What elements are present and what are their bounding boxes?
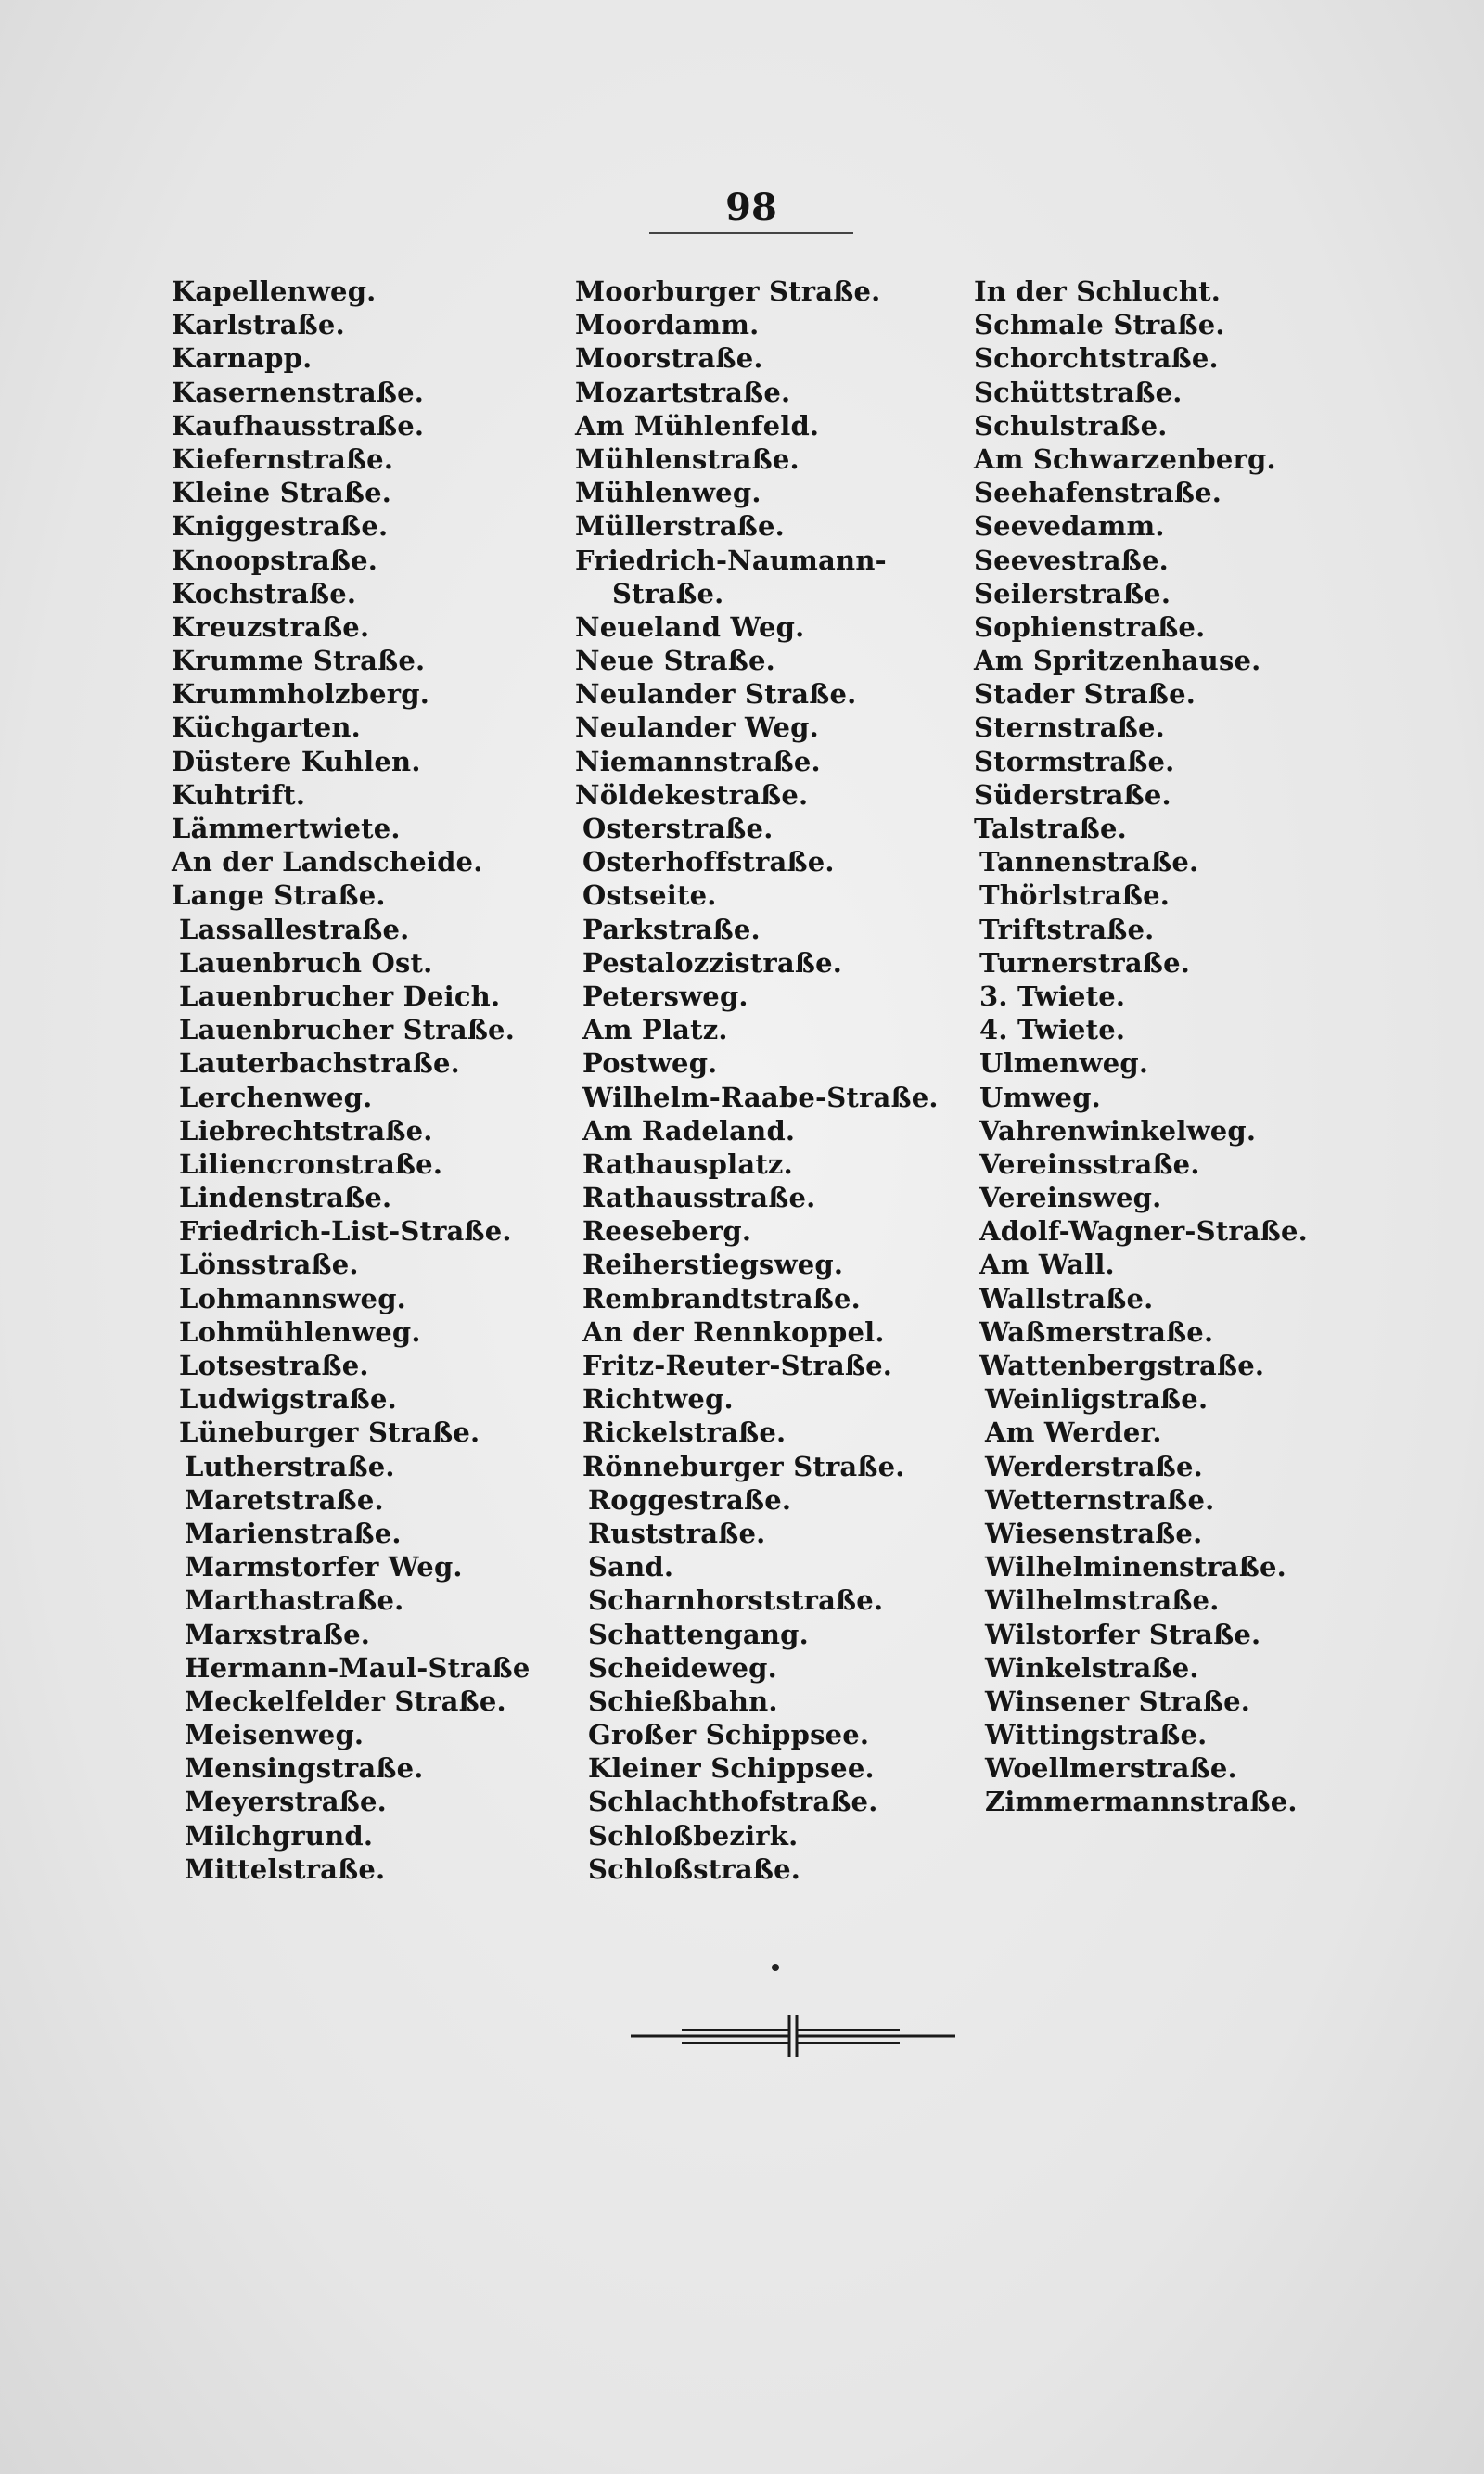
street-entry: An der Landscheide. <box>172 846 483 878</box>
street-entry: Winkelstraße. <box>985 1651 1199 1684</box>
street-entry: Stader Straße. <box>974 678 1196 711</box>
street-entry: Ulmenweg. <box>979 1047 1149 1080</box>
street-entry: Ruststraße. <box>588 1517 766 1549</box>
street-entry: Parkstraße. <box>582 913 761 945</box>
street-entry: Fritz-Reuter-Straße. <box>582 1350 893 1381</box>
street-entry: 4. Twiete. <box>979 1014 1126 1046</box>
street-entry: Lotsestraße. <box>179 1350 369 1381</box>
street-entry: Liebrechtstraße. <box>179 1114 433 1147</box>
street-entry: Lauenbrucher Straße. <box>179 1014 515 1046</box>
street-entry: Wallstraße. <box>979 1282 1154 1314</box>
street-entry: Am Werder. <box>985 1416 1162 1449</box>
street-entry: Schießbahn. <box>588 1685 778 1717</box>
street-entry: Wilhelminenstraße. <box>985 1551 1286 1583</box>
street-entry: Kreuzstraße. <box>172 610 370 643</box>
street-entry: Rathausplatz. <box>582 1147 793 1180</box>
street-entry: Kniggestraße. <box>172 510 389 543</box>
street-entry: Lassallestraße. <box>179 913 410 945</box>
street-entry: Seehafenstraße. <box>974 477 1222 509</box>
street-entry: Ludwigstraße. <box>179 1383 397 1416</box>
street-entry: Moorburger Straße. <box>575 276 881 307</box>
street-entry: Krumme Straße. <box>172 645 426 677</box>
street-entry: Friedrich-List-Straße. <box>179 1215 512 1248</box>
street-entry: Großer Schippsee. <box>588 1719 870 1751</box>
street-entry: Lönsstraße. <box>179 1249 359 1281</box>
street-entry: Düstere Kuhlen. <box>172 745 421 777</box>
street-entry: Marienstraße. <box>185 1517 402 1549</box>
street-entry: Wetternstraße. <box>985 1483 1215 1516</box>
street-entry: Meyerstraße. <box>185 1786 387 1818</box>
street-column-2 <box>575 275 983 1886</box>
street-entry: Karnapp. <box>172 342 313 375</box>
street-entry: Schmale Straße. <box>974 309 1225 341</box>
street-entry: Postweg. <box>582 1047 718 1080</box>
street-entry: Stormstraße. <box>974 745 1175 777</box>
street-entry: Woellmerstraße. <box>985 1752 1237 1785</box>
street-entry: Seilerstraße. <box>974 577 1171 609</box>
street-column-1 <box>172 275 580 1886</box>
street-entry: Am Radeland. <box>582 1114 796 1147</box>
street-entry: Meisenweg. <box>185 1719 365 1751</box>
street-entry: Wittingstraße. <box>985 1719 1208 1751</box>
street-entry: Neulander Weg. <box>575 711 819 744</box>
street-entry: Kleine Straße. <box>172 477 392 509</box>
street-entry: Vereinsstraße. <box>979 1147 1200 1180</box>
street-entry: Moordamm. <box>575 309 760 341</box>
street-entry: Seevedamm. <box>974 510 1165 543</box>
street-entry: Ostseite. <box>582 879 717 912</box>
street-entry: Liliencronstraße. <box>179 1147 443 1180</box>
street-entry: Vahrenwinkelweg. <box>979 1114 1257 1147</box>
street-entry: Thörlstraße. <box>979 879 1171 912</box>
street-entry: Lindenstraße. <box>179 1182 392 1214</box>
street-entry: Rönneburger Straße. <box>582 1450 905 1482</box>
street-entry: Am Schwarzenberg. <box>974 442 1276 475</box>
street-entry: Am Spritzenhause. <box>974 645 1261 677</box>
street-entry: Straße. <box>612 577 724 609</box>
street-entry: Reiherstiegsweg. <box>582 1249 844 1281</box>
street-entry: Karlstraße. <box>172 309 345 341</box>
street-entry: Marthastraße. <box>185 1584 404 1617</box>
street-entry: Lohmannsweg. <box>179 1282 406 1314</box>
street-entry: Turnerstraße. <box>979 946 1191 979</box>
street-entry: Rembrandtstraße. <box>582 1282 861 1314</box>
street-entry: Knoopstraße. <box>172 544 378 576</box>
page-number: 98 <box>725 186 777 229</box>
street-entry: Lüneburger Straße. <box>179 1416 480 1449</box>
street-entry: Lauenbrucher Deich. <box>179 980 501 1012</box>
street-entry: Marxstraße. <box>185 1618 371 1650</box>
street-entry: Schüttstraße. <box>974 376 1183 408</box>
street-entry: Moorstraße. <box>575 342 763 375</box>
street-entry: Maretstraße. <box>185 1483 384 1516</box>
street-entry: Werderstraße. <box>985 1450 1203 1482</box>
street-entry: Osterstraße. <box>582 813 774 844</box>
street-entry: Adolf-Wagner-Straße. <box>979 1215 1308 1248</box>
street-entry: Schulstraße. <box>974 409 1168 442</box>
street-entry: Wattenbergstraße. <box>979 1350 1265 1381</box>
street-entry: Schloßstraße. <box>588 1852 801 1885</box>
street-entry: Seevestraße. <box>974 544 1169 576</box>
street-entry: Zimmermannstraße. <box>985 1786 1298 1818</box>
street-entry: Scheideweg. <box>588 1651 777 1684</box>
street-entry: Kuhtrift. <box>172 778 306 811</box>
street-entry: Am Mühlenfeld. <box>575 409 820 442</box>
street-entry: Osterhoffstraße. <box>582 846 835 878</box>
street-entry: Wilhelm-Raabe-Straße. <box>582 1081 939 1113</box>
street-entry: Kaufhausstraße. <box>172 409 425 442</box>
closing-ornament-rule <box>631 2013 955 2059</box>
page-number-rule <box>649 232 853 234</box>
street-entry: Am Platz. <box>582 1014 728 1046</box>
street-entry: Lohmühlenweg. <box>179 1315 421 1348</box>
street-entry: Wiesenstraße. <box>985 1517 1203 1549</box>
street-entry: Friedrich-Naumann- <box>575 544 887 576</box>
street-entry: Schloßbezirk. <box>588 1819 799 1852</box>
street-entry: Wilstorfer Straße. <box>985 1618 1261 1650</box>
street-entry: Lutherstraße. <box>185 1450 395 1482</box>
street-entry: Kasernenstraße. <box>172 376 425 408</box>
street-entry: Kleiner Schippsee. <box>588 1752 875 1785</box>
street-entry: An der Rennkoppel. <box>582 1315 885 1348</box>
street-entry: Talstraße. <box>974 813 1127 844</box>
street-entry: Mozartstraße. <box>575 376 791 408</box>
street-entry: Schlachthofstraße. <box>588 1786 878 1818</box>
street-entry: Neulander Straße. <box>575 678 857 711</box>
street-entry: Sophienstraße. <box>974 610 1206 643</box>
street-entry: Mensingstraße. <box>185 1752 424 1785</box>
street-entry: Winsener Straße. <box>985 1685 1251 1717</box>
street-entry: Tannenstraße. <box>979 846 1199 878</box>
street-entry: Kiefernstraße. <box>172 442 394 475</box>
street-entry: Vereinsweg. <box>979 1182 1162 1214</box>
street-entry: Pestalozzistraße. <box>582 946 843 979</box>
street-entry: Kapellenweg. <box>172 276 377 307</box>
street-entry: Roggestraße. <box>588 1483 792 1516</box>
street-entry: Lerchenweg. <box>179 1081 373 1113</box>
street-entry: Neueland Weg. <box>575 610 805 643</box>
street-entry: Marmstorfer Weg. <box>185 1551 463 1583</box>
street-entry: Nöldekestraße. <box>575 778 809 811</box>
street-entry: Kochstraße. <box>172 577 357 609</box>
street-entry: Hermann-Maul-Straße <box>185 1651 531 1684</box>
street-entry: Schattengang. <box>588 1618 809 1650</box>
street-entry: In der Schlucht. <box>974 276 1222 307</box>
street-entry: Weinligstraße. <box>985 1383 1209 1416</box>
street-entry: Triftstraße. <box>979 913 1155 945</box>
street-entry: Sand. <box>588 1551 674 1583</box>
street-entry: Küchgarten. <box>172 711 361 744</box>
street-entry: Rathausstraße. <box>582 1182 816 1214</box>
street-entry: Lauterbachstraße. <box>179 1047 460 1080</box>
street-entry: Niemannstraße. <box>575 745 821 777</box>
street-entry: Wilhelmstraße. <box>985 1584 1220 1617</box>
street-entry: Mühlenstraße. <box>575 442 800 475</box>
street-entry: Richtweg. <box>582 1383 734 1416</box>
street-entry: Krummholzberg. <box>172 678 430 711</box>
street-entry: Mühlenweg. <box>575 477 761 509</box>
street-entry: Milchgrund. <box>185 1819 374 1852</box>
street-entry: Sternstraße. <box>974 711 1165 744</box>
street-entry: Meckelfelder Straße. <box>185 1685 506 1717</box>
street-entry: Schorchtstraße. <box>974 342 1219 375</box>
street-entry: Rickelstraße. <box>582 1416 787 1449</box>
street-entry: Müllerstraße. <box>575 510 785 543</box>
street-entry: Mittelstraße. <box>185 1852 386 1885</box>
street-entry: Petersweg. <box>582 980 748 1012</box>
street-entry: Süderstraße. <box>974 778 1171 811</box>
street-entry: Lange Straße. <box>172 879 386 912</box>
street-entry: Umweg. <box>979 1081 1101 1113</box>
street-entry: 3. Twiete. <box>979 980 1126 1012</box>
street-entry: Am Wall. <box>979 1249 1115 1281</box>
street-entry: Lämmertwiete. <box>172 813 401 844</box>
ink-dot <box>772 1964 779 1971</box>
street-entry: Scharnhorststraße. <box>588 1584 884 1617</box>
street-entry: Neue Straße. <box>575 645 775 677</box>
street-entry: Lauenbruch Ost. <box>179 946 433 979</box>
street-entry: Reeseberg. <box>582 1215 752 1248</box>
street-entry: Waßmerstraße. <box>979 1315 1214 1348</box>
street-column-3 <box>974 275 1456 1819</box>
